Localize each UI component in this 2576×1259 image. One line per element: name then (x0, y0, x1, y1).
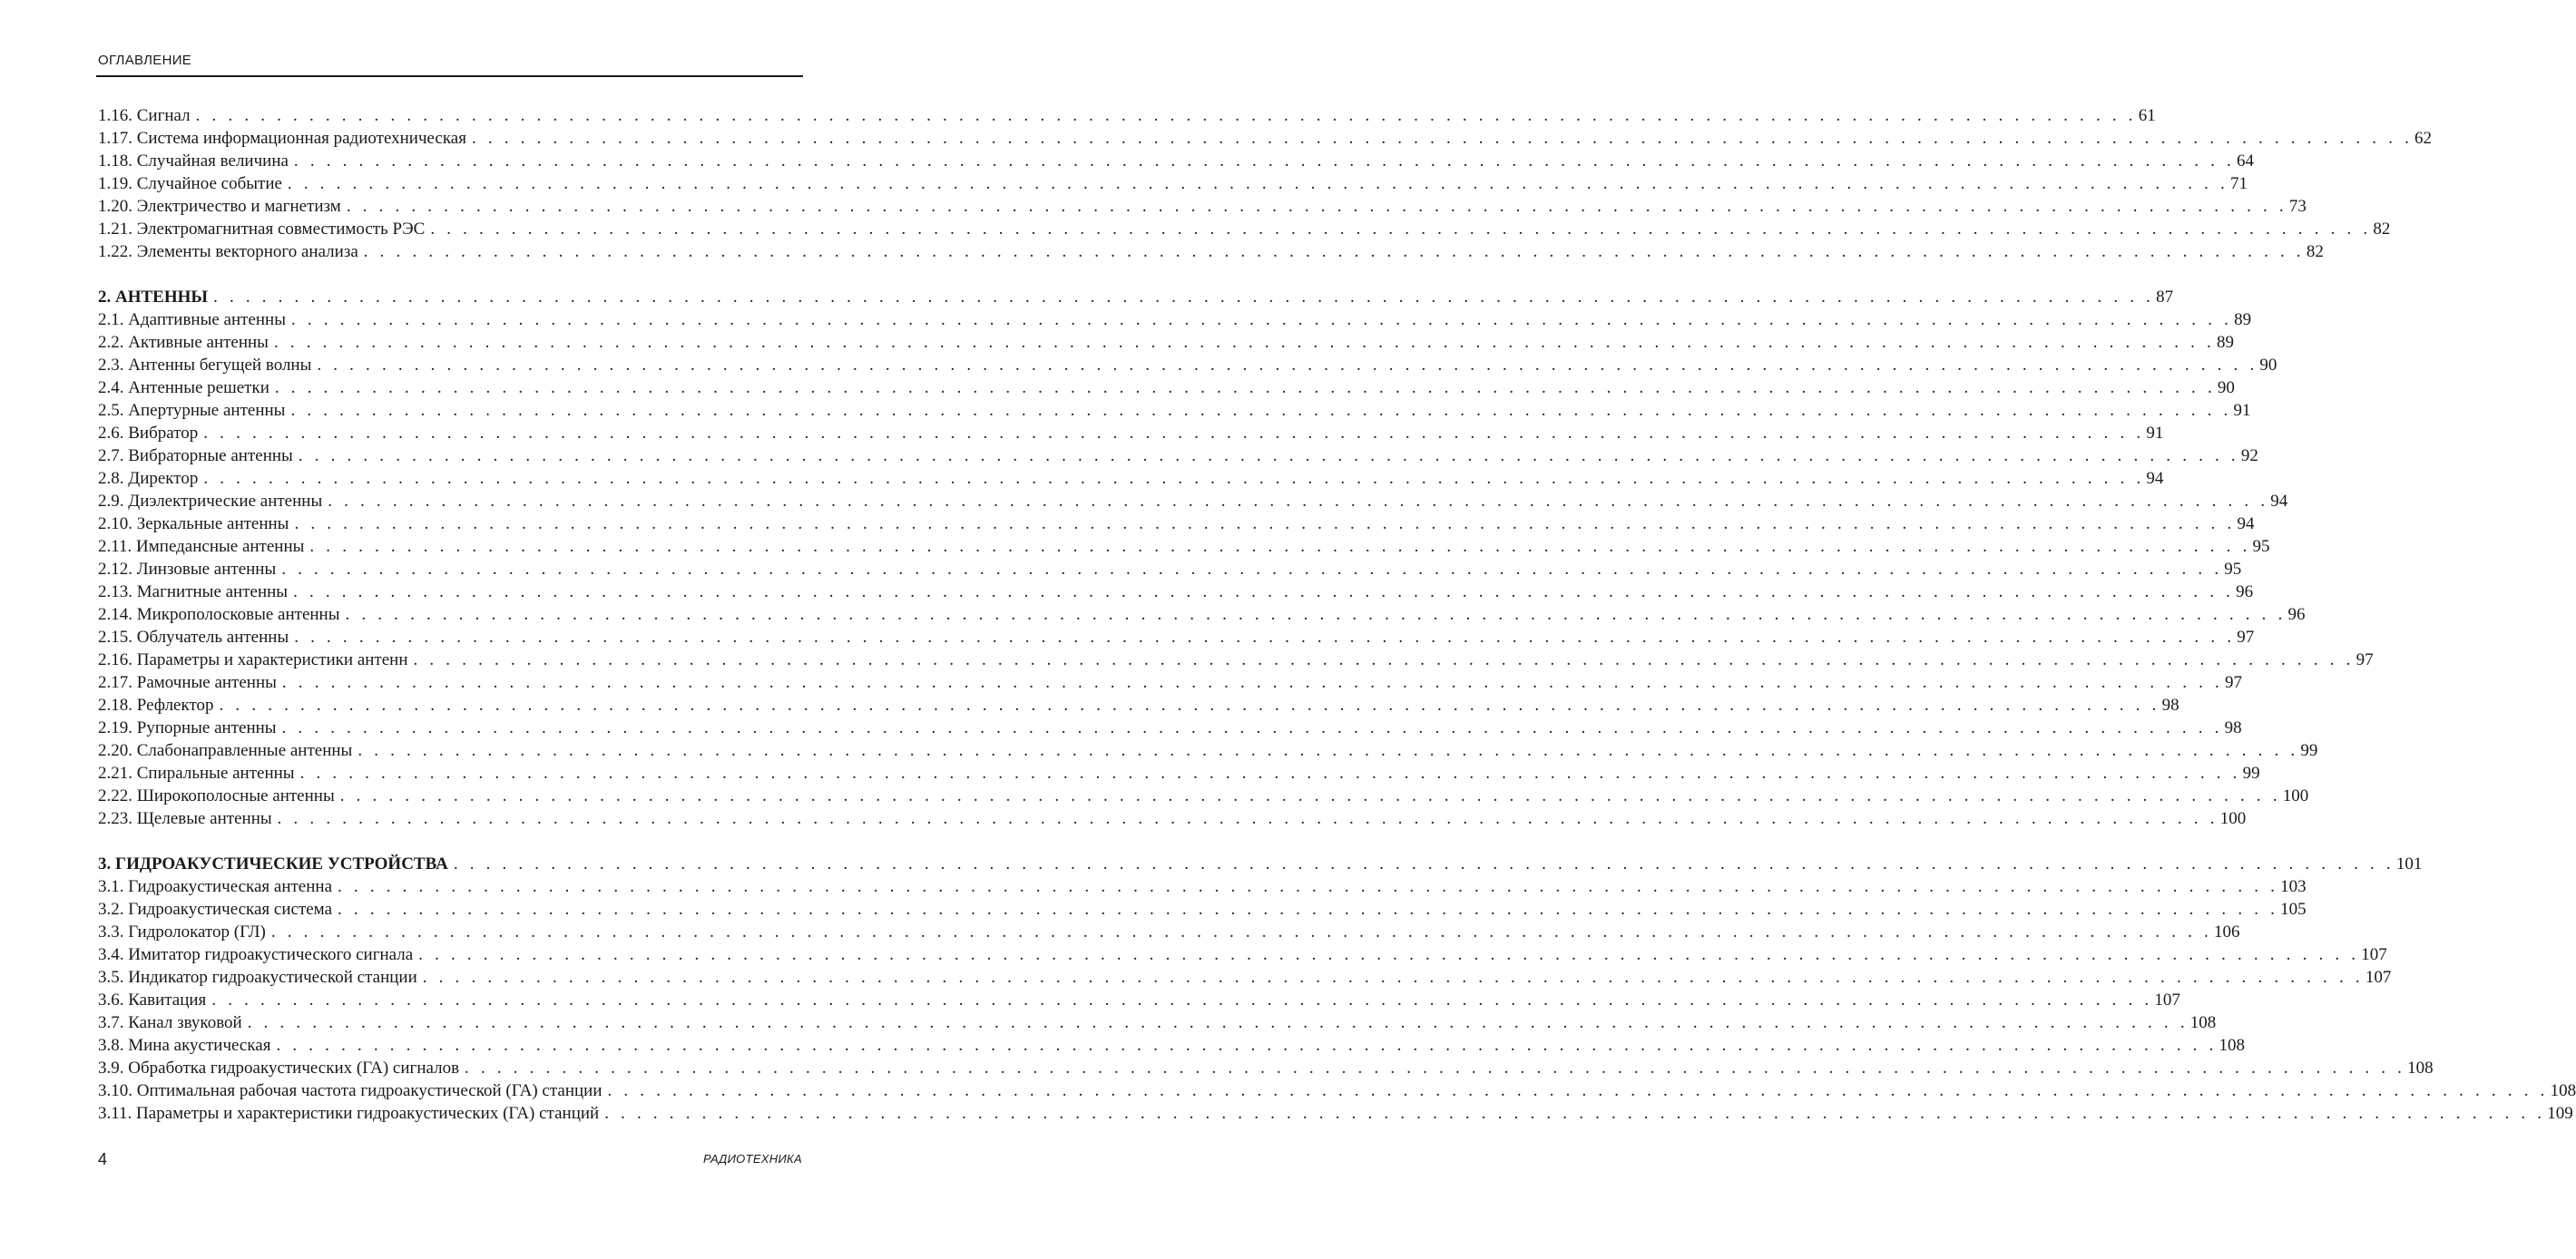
toc-entry[interactable] (98, 399, 2251, 422)
toc-entry-title: 2.9. Диэлектрические антенны (98, 492, 323, 511)
toc-entry[interactable] (98, 127, 2433, 150)
toc-entry-title: 3.7. Канал звуковой (98, 1013, 242, 1032)
dot-leader: . . . . . . . . . . . . . . . . . . . . . . . . . . . . . . . . . . . . . . . . . . . . . . . . . . . . . . . . . . . . . . . . . . . . . . . . . . . . . . . . . . . . . . . . . . . . . . . . . . . . . . . . . . . . . . . . . . . . . . . . (298, 446, 2239, 465)
toc-entry[interactable] (98, 150, 2254, 172)
toc-entry-title: 3.1. Гидроакустическая антенна (98, 877, 333, 896)
dot-leader: . . . . . . . . . . . . . . . . . . . . . . . . . . . . . . . . . . . . . . . . . . . . . . . . . . . . . . . . . . . . . . . . . . . . . . . . . . . . . . . . . . . . . . . . . . . . . . . . . . . . . . . . . . . . . . . . . . . . . . . . (453, 854, 2395, 873)
toc-entry[interactable] (98, 331, 2235, 354)
toc-entry[interactable] (98, 240, 2324, 263)
dot-leader: . . . . . . . . . . . . . . . . . . . . . . . . . . . . . . . . . . . . . . . . . . . . . . . . . . . . . . . . . . . . . . . . . . . . . . . . . . . . . . . . . . . . . . . . . . . . . . . . . . . . . . . . . . . . . . . . . . . . . . . . (219, 696, 2160, 715)
dot-leader: . . . . . . . . . . . . . . . . . . . . . . . . . . . . . . . . . . . . . . . . . . . . . . . . . . . . . . . . . . . . . . . . . . . . . . . . . . . . . . . . . . . . . . . . . . . . . . . . . . . . . . . . . . . . . . . . . . . . . . . . (281, 560, 2223, 579)
dot-leader: . . . . . . . . . . . . . . . . . . . . . . . . . . . . . . . . . . . . . . . . . . . . . . . . . . . . . . . . . . . . . . . . . . . . . . . . . . . . . . . . . . . . . . . . . . . . . . . . . . . . . . . . . . . . . . . . . . . . . . . . (270, 922, 2212, 942)
toc-entry[interactable] (98, 467, 2164, 490)
toc-entry[interactable] (98, 512, 2255, 535)
toc-entry-title: 2. АНТЕННЫ (98, 288, 209, 307)
dot-leader: . . . . . . . . . . . . . . . . . . . . . . . . . . . . . . . . . . . . . . . . . . . . . . . . . . . . . . . . . . . . . . . . . . . . . . . . . . . . . . . . . . . . . . . . . . . . . . . . . . . . . . . . . . . . . . . . . . . . . . . . (294, 514, 2236, 533)
toc-entry[interactable] (98, 490, 2288, 512)
toc-entry-title: 3.8. Мина акустическая (98, 1036, 271, 1055)
toc-entry-title: 2.10. Зеркальные антенны (98, 514, 289, 533)
dot-leader: . . . . . . . . . . . . . . . . . . . . . . . . . . . . . . . . . . . . . . . . . . . . . . . . . . . . . . . . . . . . . . . . . . . . . . . . . . . . . . . . . . . . . . . . . . . . . . . . . . . . . . . . . . . . . . . . . . . . . . . . (291, 310, 2233, 329)
toc-entry[interactable] (98, 172, 2248, 195)
toc-entry-page-number: 91 (2146, 424, 2164, 443)
dot-leader: . . . . . . . . . . . . . . . . . . . . . . . . . . . . . . . . . . . . . . . . . . . . . . . . . . . . . . . . . . . . . . . . . . . . . . . . . . . . . . . . . . . . . . . . . . . . . . . . . . . . . . . . . . . . . . . . . . . . . . . . (281, 718, 2223, 737)
toc-entry-title: 3.4. Имитатор гидроакустического сигнала (98, 945, 414, 964)
toc-entry-page-number: 98 (2224, 718, 2242, 737)
toc-entry-page-number: 107 (2154, 991, 2180, 1010)
dot-leader: . . . . . . . . . . . . . . . . . . . . . . . . . . . . . . . . . . . . . . . . . . . . . . . . . . . . . . . . . . . . . . . . . . . . . . . . . . . . . . . . . . . . . . . . . . . . . . . . . . . . . . . . . . . . . . . . . . . . . . . . (328, 492, 2269, 511)
toc-entry-page-number: 96 (2287, 605, 2306, 624)
toc-entry-title: 2.4. Антенные решетки (98, 378, 269, 397)
toc-section (98, 104, 2433, 263)
toc-entry-page-number: 108 (2550, 1081, 2576, 1100)
toc-entry[interactable] (98, 376, 2235, 399)
dot-leader: . . . . . . . . . . . . . . . . . . . . . . . . . . . . . . . . . . . . . . . . . . . . . . . . . . . . . . . . . . . . . . . . . . . . . . . . . . . . . . . . . . . . . . . . . . . . . . . . . . . . . . . . . . . . . . . . . . . . . . . . (211, 991, 2153, 1010)
toc-entry-title: 2.15. Облучатель антенны (98, 628, 289, 647)
toc-entry-title: 2.17. Рамочные антенны (98, 673, 277, 692)
toc-entry-title: 1.22. Элементы векторного анализа (98, 242, 358, 261)
toc-entry[interactable] (98, 671, 2242, 694)
page-number: 4 (98, 1150, 108, 1168)
dot-leader: . . . . . . . . . . . . . . . . . . . . . . . . . . . . . . . . . . . . . . . . . . . . . . . . . . . . . . . . . . . . . . . . . . . . . . . . . . . . . . . . . . . . . . . . . . . . . . . . . . . . . . . . . . . . . . . . . . . . . . . . (338, 900, 2279, 919)
toc-entry[interactable] (98, 1034, 2246, 1057)
toc-entry-page-number: 64 (2236, 151, 2254, 171)
toc-entry-title: 2.18. Рефлектор (98, 696, 214, 715)
toc-entry-page-number: 82 (2373, 220, 2391, 239)
toc-entry-page-number: 109 (2547, 1104, 2573, 1123)
toc-entry[interactable] (98, 581, 2254, 603)
dot-leader: . . . . . . . . . . . . . . . . . . . . . . . . . . . . . . . . . . . . . . . . . . . . . . . . . . . . . . . . . . . . . . . . . . . . . . . . . . . . . . . . . . . . . . . . . . . . . . . . . . . . . . . . . . . . . . . . . . . . . . . . (293, 151, 2235, 171)
dot-leader: . . . . . . . . . . . . . . . . . . . . . . . . . . . . . . . . . . . . . . . . . . . . . . . . . . . . . . . . . . . . . . . . . . . . . . . . . . . . . . . . . . . . . . . . . . . . . . . . . . . . . . . . . . . . . . . . . . . . . . . . (203, 424, 2145, 443)
table-of-contents (98, 104, 2576, 1125)
toc-entry[interactable] (98, 762, 2260, 785)
toc-entry[interactable] (98, 558, 2242, 581)
toc-entry[interactable] (98, 626, 2255, 649)
dot-leader: . . . . . . . . . . . . . . . . . . . . . . . . . . . . . . . . . . . . . . . . . . . . . . . . . . . . . . . . . . . . . . . . . . . . . . . . . . . . . . . . . . . . . . . . . . . . . . . . . . . . . . . . . . . . . . . . . . . . . . . . (277, 809, 2218, 828)
dot-leader: . . . . . . . . . . . . . . . . . . . . . . . . . . . . . . . . . . . . . . . . . . . . . . . . . . . . . . . . . . . . . . . . . . . . . . . . . . . . . . . . . . . . . . . . . . . . . . . . . . . . . . . . . . . . . . . . . . . . . . . . (413, 650, 2355, 669)
dot-leader: . . . . . . . . . . . . . . . . . . . . . . . . . . . . . . . . . . . . . . . . . . . . . . . . . . . . . . . . . . . . . . . . . . . . . . . . . . . . . . . . . . . . . . . . . . . . . . . . . . . . . . . . . . . . . . . . . . . . . . . . (339, 786, 2281, 805)
dot-leader: . . . . . . . . . . . . . . . . . . . . . . . . . . . . . . . . . . . . . . . . . . . . . . . . . . . . . . . . . . . . . . . . . . . . . . . . . . . . . . . . . . . . . . . . . . . . . . . . . . . . . . . . . . . . . . . . . . . . . . . . (293, 582, 2235, 601)
dot-leader: . . . . . . . . . . . . . . . . . . . . . . . . . . . . . . . . . . . . . . . . . . . . . . . . . . . . . . . . . . . . . . . . . . . . . . . . . . . . . . . . . . . . . . . . . . . . . . . . . . . . . . . . . . . . . . . . . . . . . . . . (287, 174, 2228, 193)
toc-entry[interactable] (98, 875, 2307, 898)
toc-entry[interactable] (98, 785, 2309, 807)
dot-leader: . . . . . . . . . . . . . . . . . . . . . . . . . . . . . . . . . . . . . . . . . . . . . . . . . . . . . . . . . . . . . . . . . . . . . . . . . . . . . . . . . . . . . . . . . . . . . . . . . . . . . . . . . . . . . . . . . . . . . . . . (273, 333, 2216, 352)
toc-entry-page-number: 92 (2240, 446, 2258, 465)
toc-entry-page-number: 100 (2219, 809, 2247, 828)
toc-entry-page-number: 90 (2217, 378, 2235, 397)
toc-entry[interactable] (98, 943, 2387, 966)
toc-entry[interactable] (98, 1102, 2573, 1125)
toc-entry[interactable] (98, 308, 2252, 331)
toc-entry-title: 1.20. Электричество и магнетизм (98, 197, 341, 216)
toc-entry[interactable] (98, 1057, 2434, 1079)
running-header: ОГЛАВЛЕНИЕ (98, 53, 192, 68)
toc-entry-page-number: 87 (2156, 288, 2174, 307)
toc-entry-title: 2.22. Широкополосные антенны (98, 786, 335, 805)
toc-entry-page-number: 99 (2300, 741, 2318, 760)
toc-entry[interactable] (98, 444, 2258, 467)
toc-entry[interactable] (98, 649, 2374, 671)
toc-entry[interactable] (98, 898, 2307, 921)
toc-entry[interactable] (98, 717, 2242, 739)
toc-entry-title: 2.23. Щелевые антенны (98, 809, 272, 828)
dot-leader: . . . . . . . . . . . . . . . . . . . . . . . . . . . . . . . . . . . . . . . . . . . . . . . . . . . . . . . . . . . . . . . . . . . . . . . . . . . . . . . . . . . . . . . . . . . . . . . . . . . . . . . . . . . . . . . . . . . . . . . . (317, 356, 2258, 375)
toc-entry[interactable] (98, 1079, 2576, 1102)
toc-entry-title: 1.17. Система информационная радиотехническая (98, 129, 466, 148)
dot-leader: . . . . . . . . . . . . . . . . . . . . . . . . . . . . . . . . . . . . . . . . . . . . . . . . . . . . . . . . . . . . . . . . . . . . . . . . . . . . . . . . . . . . . . . . . . . . . . . . . . . . . . . . . . . . . . . . . . . . . . . . (430, 220, 2372, 239)
toc-entry-page-number: 73 (2288, 197, 2307, 216)
toc-entry-title: 2.3. Антенны бегущей волны (98, 356, 312, 375)
toc-entry-page-number: 97 (2356, 650, 2374, 669)
toc-entry-page-number: 89 (2217, 333, 2235, 352)
toc-entry-title: 2.12. Линзовые антенны (98, 560, 277, 579)
toc-entry-page-number: 101 (2395, 854, 2423, 873)
toc-entry-title: 3. ГИДРОАКУСТИЧЕСКИЕ УСТРОЙСТВА (98, 854, 448, 873)
toc-entry-title: 2.13. Магнитные антенны (98, 582, 289, 601)
toc-section (98, 853, 2576, 1125)
toc-entry-page-number: 71 (2229, 174, 2248, 193)
toc-entry-page-number: 96 (2236, 582, 2254, 601)
header-rule (96, 75, 803, 77)
toc-entry-page-number: 95 (2252, 537, 2270, 556)
dot-leader: . . . . . . . . . . . . . . . . . . . . . . . . . . . . . . . . . . . . . . . . . . . . . . . . . . . . . . . . . . . . . . . . . . . . . . . . . . . . . . . . . . . . . . . . . . . . . . . . . . . . . . . . . . . . . . . . . . . . . . . . (346, 197, 2287, 216)
toc-entry[interactable] (98, 603, 2306, 626)
toc-entry-page-number: 98 (2161, 696, 2179, 715)
dot-leader: . . . . . . . . . . . . . . . . . . . . . . . . . . . . . . . . . . . . . . . . . . . . . . . . . . . . . . . . . . . . . . . . . . . . . . . . . . . . . . . . . . . . . . . . . . . . . . . . . . . . . . . . . . . . . . . . . . . . . . . . (345, 605, 2287, 624)
toc-entry-page-number: 108 (2189, 1013, 2217, 1032)
dot-leader: . . . . . . . . . . . . . . . . . . . . . . . . . . . . . . . . . . . . . . . . . . . . . . . . . . . . . . . . . . . . . . . . . . . . . . . . . . . . . . . . . . . . . . . . . . . . . . . . . . . . . . . . . . . . . . . . . . . . . . . . (276, 1036, 2218, 1055)
toc-entry[interactable] (98, 218, 2391, 240)
toc-entry-title: 3.5. Индикатор гидроакустической станции (98, 968, 417, 987)
toc-entry-page-number: 90 (2259, 356, 2277, 375)
toc-entry-title: 3.3. Гидролокатор (ГЛ) (98, 922, 266, 942)
toc-entry-title: 1.16. Сигнал (98, 106, 191, 125)
toc-entry-page-number: 97 (2224, 673, 2242, 692)
toc-entry-title: 1.19. Случайное событие (98, 174, 282, 193)
toc-entry-page-number: 99 (2242, 764, 2260, 783)
toc-entry[interactable] (98, 739, 2318, 762)
toc-entry-title: 3.11. Параметры и характеристики гидроакустических (ГА) станций (98, 1104, 600, 1123)
toc-entry-title: 3.6. Кавитация (98, 991, 207, 1010)
dot-leader: . . . . . . . . . . . . . . . . . . . . . . . . . . . . . . . . . . . . . . . . . . . . . . . . . . . . . . . . . . . . . . . . . . . . . . . . . . . . . . . . . . . . . . . . . . . . . . . . . . . . . . . . . . . . . . . . . . . . . . . . (422, 968, 2364, 987)
toc-entry-title: 2.19. Рупорные антенны (98, 718, 277, 737)
dot-leader: . . . . . . . . . . . . . . . . . . . . . . . . . . . . . . . . . . . . . . . . . . . . . . . . . . . . . . . . . . . . . . . . . . . . . . . . . . . . . . . . . . . . . . . . . . . . . . . . . . . . . . . . . . . . . . . . . . . . . . . . (465, 1059, 2406, 1078)
toc-entry-title: 2.7. Вибраторные антенны (98, 446, 293, 465)
toc-entry-title: 2.2. Активные антенны (98, 333, 269, 352)
toc-entry-title: 3.2. Гидроакустическая система (98, 900, 333, 919)
dot-leader: . . . . . . . . . . . . . . . . . . . . . . . . . . . . . . . . . . . . . . . . . . . . . . . . . . . . . . . . . . . . . . . . . . . . . . . . . . . . . . . . . . . . . . . . . . . . . . . . . . . . . . . . . . . . . . . . . . . . . . . . (290, 401, 2232, 420)
dot-leader: . . . . . . . . . . . . . . . . . . . . . . . . . . . . . . . . . . . . . . . . . . . . . . . . . . . . . . . . . . . . . . . . . . . . . . . . . . . . . . . . . . . . . . . . . . . . . . . . . . . . . . . . . . . . . . . . . . . . . . . . (607, 1081, 2549, 1100)
toc-entry-page-number: 91 (2233, 401, 2251, 420)
toc-entry-title: 2.20. Слабонаправленные антенны (98, 741, 353, 760)
toc-entry-page-number: 103 (2280, 877, 2307, 896)
toc-entry[interactable] (98, 921, 2240, 943)
toc-entry[interactable] (98, 807, 2247, 830)
toc-entry-title: 2.6. Вибратор (98, 424, 199, 443)
dot-leader: . . . . . . . . . . . . . . . . . . . . . . . . . . . . . . . . . . . . . . . . . . . . . . . . . . . . . . . . . . . . . . . . . . . . . . . . . . . . . . . . . . . . . . . . . . . . . . . . . . . . . . . . . . . . . . . . . . . . . . . . (203, 469, 2145, 488)
toc-entry-page-number: 94 (2237, 514, 2255, 533)
toc-entry[interactable] (98, 104, 2156, 127)
toc-entry-title: 2.14. Микрополосковые антенны (98, 605, 340, 624)
toc-entry[interactable] (98, 535, 2270, 558)
toc-entry-title: 1.21. Электромагнитная совместимость РЭС (98, 220, 426, 239)
toc-entry-page-number: 95 (2224, 560, 2242, 579)
toc-entry-page-number: 107 (2361, 945, 2387, 964)
toc-entry[interactable] (98, 354, 2277, 376)
toc-entry-page-number: 97 (2237, 628, 2255, 647)
toc-entry-title: 3.9. Обработка гидроакустических (ГА) сигналов (98, 1059, 460, 1078)
toc-entry-page-number: 89 (2234, 310, 2252, 329)
toc-entry-page-number: 100 (2282, 786, 2309, 805)
toc-entry[interactable] (98, 195, 2307, 218)
toc-entry-page-number: 106 (2213, 922, 2240, 942)
dot-leader: . . . . . . . . . . . . . . . . . . . . . . . . . . . . . . . . . . . . . . . . . . . . . . . . . . . . . . . . . . . . . . . . . . . . . . . . . . . . . . . . . . . . . . . . . . . . . . . . . . . . . . . . . . . . . . . . . . . . . . . . (363, 242, 2305, 261)
dot-leader: . . . . . . . . . . . . . . . . . . . . . . . . . . . . . . . . . . . . . . . . . . . . . . . . . . . . . . . . . . . . . . . . . . . . . . . . . . . . . . . . . . . . . . . . . . . . . . . . . . . . . . . . . . . . . . . . . . . . . . . . (418, 945, 2360, 964)
toc-chapter-heading[interactable] (98, 853, 2423, 875)
toc-entry-title: 3.10. Оптимальная рабочая частота гидроакустической (ГА) станции (98, 1081, 602, 1100)
dot-leader: . . . . . . . . . . . . . . . . . . . . . . . . . . . . . . . . . . . . . . . . . . . . . . . . . . . . . . . . . . . . . . . . . . . . . . . . . . . . . . . . . . . . . . . . . . . . . . . . . . . . . . . . . . . . . . . . . . . . . . . . (247, 1013, 2189, 1032)
dot-leader: . . . . . . . . . . . . . . . . . . . . . . . . . . . . . . . . . . . . . . . . . . . . . . . . . . . . . . . . . . . . . . . . . . . . . . . . . . . . . . . . . . . . . . . . . . . . . . . . . . . . . . . . . . . . . . . . . . . . . . . . (195, 106, 2137, 125)
dot-leader: . . . . . . . . . . . . . . . . . . . . . . . . . . . . . . . . . . . . . . . . . . . . . . . . . . . . . . . . . . . . . . . . . . . . . . . . . . . . . . . . . . . . . . . . . . . . . . . . . . . . . . . . . . . . . . . . . . . . . . . . (338, 877, 2279, 896)
dot-leader: . . . . . . . . . . . . . . . . . . . . . . . . . . . . . . . . . . . . . . . . . . . . . . . . . . . . . . . . . . . . . . . . . . . . . . . . . . . . . . . . . . . . . . . . . . . . . . . . . . . . . . . . . . . . . . . . . . . . . . . . (281, 673, 2223, 692)
toc-entry-title: 2.16. Параметры и характеристики антенн (98, 650, 408, 669)
toc-entry-page-number: 82 (2306, 242, 2324, 261)
dot-leader: . . . . . . . . . . . . . . . . . . . . . . . . . . . . . . . . . . . . . . . . . . . . . . . . . . . . . . . . . . . . . . . . . . . . . . . . . . . . . . . . . . . . . . . . . . . . . . . . . . . . . . . . . . . . . . . . . . . . . . . . (299, 764, 2241, 783)
toc-entry-page-number: 107 (2365, 968, 2392, 987)
toc-entry-title: 2.5. Апертурные антенны (98, 401, 286, 420)
toc-entry[interactable] (98, 989, 2180, 1011)
dot-leader: . . . . . . . . . . . . . . . . . . . . . . . . . . . . . . . . . . . . . . . . . . . . . . . . . . . . . . . . . . . . . . . . . . . . . . . . . . . . . . . . . . . . . . . . . . . . . . . . . . . . . . . . . . . . . . . . . . . . . . . . (294, 628, 2236, 647)
toc-entry-page-number: 94 (2146, 469, 2164, 488)
dot-leader: . . . . . . . . . . . . . . . . . . . . . . . . . . . . . . . . . . . . . . . . . . . . . . . . . . . . . . . . . . . . . . . . . . . . . . . . . . . . . . . . . . . . . . . . . . . . . . . . . . . . . . . . . . . . . . . . . . . . . . . . (358, 741, 2299, 760)
toc-entry-title: 2.1. Адаптивные антенны (98, 310, 286, 329)
toc-entry-page-number: 108 (2407, 1059, 2434, 1078)
dot-leader: . . . . . . . . . . . . . . . . . . . . . . . . . . . . . . . . . . . . . . . . . . . . . . . . . . . . . . . . . . . . . . . . . . . . . . . . . . . . . . . . . . . . . . . . . . . . . . . . . . . . . . . . . . . . . . . . . . . . . . . . (471, 129, 2414, 148)
toc-entry-page-number: 105 (2280, 900, 2307, 919)
dot-leader: . . . . . . . . . . . . . . . . . . . . . . . . . . . . . . . . . . . . . . . . . . . . . . . . . . . . . . . . . . . . . . . . . . . . . . . . . . . . . . . . . . . . . . . . . . . . . . . . . . . . . . . . . . . . . . . . . . . . . . . . (309, 537, 2251, 556)
toc-section (98, 286, 2374, 830)
toc-entry[interactable] (98, 966, 2392, 989)
dot-leader: . . . . . . . . . . . . . . . . . . . . . . . . . . . . . . . . . . . . . . . . . . . . . . . . . . . . . . . . . . . . . . . . . . . . . . . . . . . . . . . . . . . . . . . . . . . . . . . . . . . . . . . . . . . . . . . . . . . . . . . . (604, 1104, 2546, 1123)
toc-entry-title: 1.18. Случайная величина (98, 151, 289, 171)
toc-entry-page-number: 94 (2270, 492, 2288, 511)
toc-entry[interactable] (98, 694, 2179, 717)
running-footer: РАДИОТЕХНИКА (703, 1152, 802, 1166)
toc-entry[interactable] (98, 422, 2164, 444)
toc-chapter-heading[interactable] (98, 286, 2174, 308)
toc-entry-page-number: 108 (2218, 1036, 2246, 1055)
toc-entry-page-number: 61 (2138, 106, 2156, 125)
dot-leader: . . . . . . . . . . . . . . . . . . . . . . . . . . . . . . . . . . . . . . . . . . . . . . . . . . . . . . . . . . . . . . . . . . . . . . . . . . . . . . . . . . . . . . . . . . . . . . . . . . . . . . . . . . . . . . . . . . . . . . . . (213, 288, 2155, 307)
dot-leader: . . . . . . . . . . . . . . . . . . . . . . . . . . . . . . . . . . . . . . . . . . . . . . . . . . . . . . . . . . . . . . . . . . . . . . . . . . . . . . . . . . . . . . . . . . . . . . . . . . . . . . . . . . . . . . . . . . . . . . . . (274, 378, 2216, 397)
toc-entry-title: 2.11. Импедансные антенны (98, 537, 305, 556)
toc-entry-title: 2.8. Директор (98, 469, 199, 488)
toc-entry-page-number: 62 (2414, 129, 2433, 148)
toc-entry-title: 2.21. Спиральные антенны (98, 764, 295, 783)
toc-entry[interactable] (98, 1011, 2217, 1034)
